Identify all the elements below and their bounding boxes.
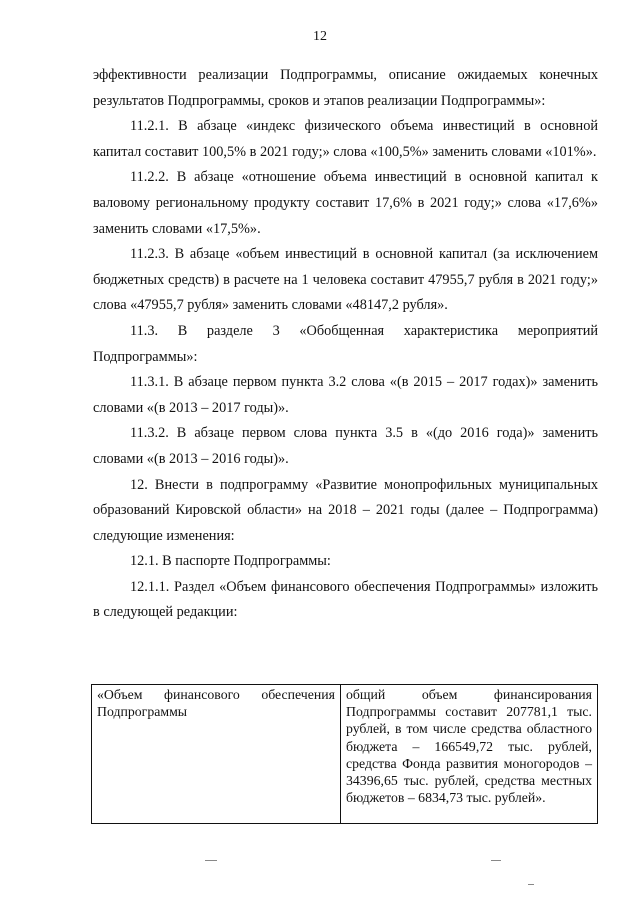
scan-mark (528, 884, 534, 885)
paragraph-continuation: эффективности реализации Подпрограммы, описание ожидаемых конечных результатов Подпрограммы, сроков и этапов реализации Подпрограммы»: (93, 67, 598, 109)
paragraph-11-2-3: 11.2.3. В абзаце «объем инвестиций в основной капитал (за исключением бюджетных средств) в расчете на 1 человека составит 47955,7 рубля в 2021 году;» слова «47955,7 рубля» заменить словами «48147,2 рубля». (93, 246, 598, 314)
paragraph-11-3-2: 11.3.2. В абзаце первом слова пункта 3.5 в «(до 2016 года)» заменить словами «(в 2013 – 2016 годы)». (93, 425, 598, 467)
financing-table (91, 684, 598, 824)
paragraph-11-2-1: 11.2.1. В абзаце «индекс физического объема инвестиций в основной капитал составит 100,5% в 2021 году;» слова «100,5%» заменить словами «101%». (93, 118, 598, 160)
financing-label-cell: «Объем финансового обеспечения Подпрограммы (92, 685, 341, 824)
paragraph-12: 12. Внести в подпрограмму «Развитие монопрофильных муниципальных образований Кировской области» на 2018 – 2021 годы (далее – Подпрограмма) следующие изменения: (93, 476, 598, 544)
scan-mark (205, 860, 217, 861)
financing-value-cell: общий объем финансирования Подпрограммы составит 207781,1 тыс. рублей, в том числе средства областного бюджета – 166549,72 тыс. рублей, средства Фонда развития моногородов – 34396,65 тыс. рублей, средства местных бюджетов – 6834,73 тыс. рублей». (341, 685, 598, 824)
paragraph-12-1: 12.1. В паспорте Подпрограммы: (130, 553, 331, 570)
paragraph-12-1-1: 12.1.1. Раздел «Объем финансового обеспечения Подпрограммы» изложить в следующей редакции: (93, 578, 598, 621)
document-body (93, 63, 598, 626)
scan-mark (491, 860, 501, 861)
paragraph-11-2-2: 11.2.2. В абзаце «отношение объема инвестиций в основной капитал к валовому региональному продукту составит 17,6% в 2021 году;» слова «17,6%» заменить словами «17,5%». (93, 169, 598, 237)
table-row (92, 685, 598, 824)
page-number: 12 (313, 29, 327, 44)
paragraph-11-3: 11.3. В разделе 3 «Обобщенная характеристика мероприятий Подпрограммы»: (93, 322, 598, 365)
paragraph-11-3-1: 11.3.1. В абзаце первом пункта 3.2 слова «(в 2015 – 2017 годах)» заменить словами «(в 2013 – 2017 годы)». (93, 374, 598, 416)
